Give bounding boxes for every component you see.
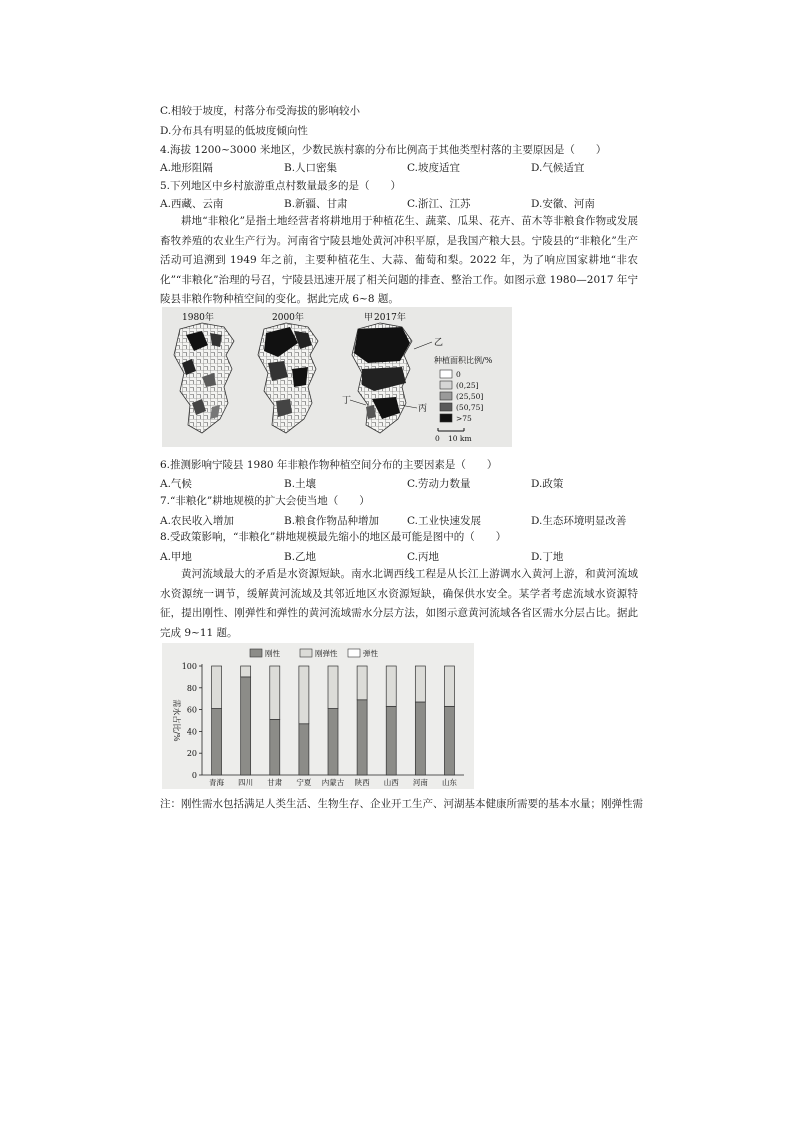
question-6: 6.推测影响宁陵县 1980 年非粮作物种植空间分布的主要因素是（ ） xyxy=(160,459,498,471)
map-legend xyxy=(440,370,483,423)
bar-5-series-1 xyxy=(357,666,367,700)
legend-swatch-2 xyxy=(440,392,452,400)
legend-swatch-3 xyxy=(440,403,452,411)
q4-option-c[interactable]: C.坡度适宜 xyxy=(407,162,460,174)
legend-label-1: (0,25] xyxy=(456,381,479,390)
bar-3-series-0 xyxy=(299,724,309,775)
bar-7-series-0 xyxy=(415,702,425,775)
leader-line-yi xyxy=(414,342,432,349)
map-1980 xyxy=(174,323,234,433)
chart-legend-label-2: 弹性 xyxy=(363,649,378,658)
q8-option-b[interactable]: B.乙地 xyxy=(284,551,317,563)
q7-option-b[interactable]: B.粮食作物品种增加 xyxy=(284,515,380,527)
legend-title: 种植面积比例/% xyxy=(434,356,493,365)
legend-swatch-0 xyxy=(440,370,452,378)
question-5-options xyxy=(160,196,640,210)
bar-1-series-1 xyxy=(241,666,251,677)
place-label-jia: 甲 xyxy=(364,313,374,323)
bar-0-series-1 xyxy=(212,666,222,709)
option-d-line: D.分布具有明显的低坡度倾向性 xyxy=(160,125,308,137)
legend-swatch-1 xyxy=(440,381,452,389)
y-tick-label-4: 80 xyxy=(186,683,197,693)
bar-0-series-0 xyxy=(212,709,222,775)
q6-option-a[interactable]: A.气候 xyxy=(160,478,192,490)
map-year-2000: 2000年 xyxy=(272,313,304,323)
q7-option-c[interactable]: C.工业快速发展 xyxy=(407,515,481,527)
scale-distance-label: 10 km xyxy=(448,434,472,443)
q4-option-d[interactable]: D.气候适宜 xyxy=(531,162,585,174)
option-c-line: C.相较于坡度，村落分布受海拔的影响较小 xyxy=(160,105,360,117)
question-5: 5.下列地区中乡村旅游重点村数量最多的是（ ） xyxy=(160,180,402,192)
y-tick-label-3: 60 xyxy=(186,705,197,715)
x-tick-label-4: 内蒙古 xyxy=(321,778,345,787)
question-7-options xyxy=(160,513,640,527)
place-label-ding: 丁 xyxy=(342,396,352,406)
map-year-1980: 1980年 xyxy=(182,313,214,323)
bar-4-series-1 xyxy=(328,666,338,709)
map-figure-svg xyxy=(162,307,512,447)
q7-option-a[interactable]: A.农民收入增加 xyxy=(160,515,234,527)
x-tick-label-8: 山东 xyxy=(441,778,457,787)
y-tick-label-0: 0 xyxy=(191,771,197,780)
question-7: 7.“非粮化”耕地规模的扩大会使当地（ ） xyxy=(160,495,370,507)
chart-note: 注：刚性需水包括满足人类生活、生物生存、企业开工生产、河湖基本健康所需要的基本水量；刚弹性需 xyxy=(160,798,643,810)
map-2000 xyxy=(258,323,318,433)
chart-legend-label-1: 刚弹性 xyxy=(315,649,338,658)
bar-8-series-1 xyxy=(444,666,454,706)
q6-option-c[interactable]: C.劳动力数量 xyxy=(407,478,471,490)
q6-option-b[interactable]: B.土壤 xyxy=(284,478,317,490)
x-tick-label-1: 四川 xyxy=(238,778,254,787)
q7-option-d[interactable]: D.生态环境明显改善 xyxy=(531,515,627,527)
question-4: 4.海拔 1200~3000 米地区，少数民族村寨的分布比例高于其他类型村落的主要原因是（ ） xyxy=(160,144,607,156)
bar-5-series-0 xyxy=(357,700,367,775)
q8-option-a[interactable]: A.甲地 xyxy=(160,551,192,563)
q8-option-c[interactable]: C.丙地 xyxy=(407,551,439,563)
place-label-bing: 丙 xyxy=(418,404,428,414)
q4-option-b[interactable]: B.人口密集 xyxy=(284,162,338,174)
chart-legend-swatch-1 xyxy=(300,649,312,657)
y-tick-label-2: 40 xyxy=(186,727,197,737)
passage-yellow-river: 黄河流域最大的矛盾是水资源短缺。南水北调西线工程是从长江上游调水入黄河上游，和黄河流域水资源统一调节，缓解黄河流域及其邻近地区水资源短缺，确保供水安全。某学者考虑流域水资源特征，提出刚性、刚弹性和弹性的黄河流域需水分层方法，如图示意黄河流域各省区需水分层占比。据此完成 9~11 题。 xyxy=(160,568,638,639)
bar-4-series-0 xyxy=(328,709,338,775)
x-tick-label-3: 宁夏 xyxy=(296,778,312,787)
y-tick-label-5: 100 xyxy=(181,662,197,671)
x-tick-label-0: 青海 xyxy=(209,778,225,787)
question-8-options xyxy=(160,549,640,563)
q5-option-c[interactable]: C.浙江、江苏 xyxy=(407,198,471,210)
bar-6-series-1 xyxy=(386,666,396,706)
question-8: 8.受政策影响，“非粮化”耕地规模最先缩小的地区最可能是图中的（ ） xyxy=(160,531,507,543)
legend-swatch-4 xyxy=(440,414,452,422)
chart-legend-swatch-0 xyxy=(250,649,262,657)
chart-legend-swatch-2 xyxy=(348,649,360,657)
x-tick-label-6: 山西 xyxy=(383,778,399,787)
map-figure xyxy=(162,307,512,447)
q4-option-a[interactable]: A.地形阻隔 xyxy=(160,162,213,174)
scale-zero-label: 0 xyxy=(435,434,440,443)
x-tick-label-5: 陕西 xyxy=(354,778,370,787)
y-axis-label: 需水占比/% xyxy=(172,699,181,742)
legend-label-2: (25,50] xyxy=(456,392,484,401)
place-label-yi: 乙 xyxy=(434,338,444,348)
bar-2-series-0 xyxy=(270,719,280,775)
legend-label-0: 0 xyxy=(456,370,461,379)
map-year-2017: 2017年 xyxy=(374,313,406,323)
bar-6-series-0 xyxy=(386,706,396,775)
bar-2-series-1 xyxy=(270,666,280,719)
leader-line-ding xyxy=(350,400,366,405)
bar-1-series-0 xyxy=(241,677,251,775)
bar-7-series-1 xyxy=(415,666,425,702)
question-4-options xyxy=(160,160,640,174)
question-6-options xyxy=(160,476,640,490)
q8-option-d[interactable]: D.丁地 xyxy=(531,551,564,563)
legend-label-4: >75 xyxy=(456,414,472,423)
q5-option-a[interactable]: A.西藏、云南 xyxy=(160,198,224,210)
bar-8-series-0 xyxy=(444,706,454,775)
bar-chart-figure xyxy=(162,643,474,789)
q6-option-d[interactable]: D.政策 xyxy=(531,478,564,490)
q5-option-d[interactable]: D.安徽、河南 xyxy=(531,198,595,210)
passage-fei-liang-hua: 耕地“非粮化”是指土地经营者将耕地用于种植花生、蔬菜、瓜果、花卉、苗木等非粮食作物或发展畜牧养殖的农业生产行为。河南省宁陵县地处黄河冲积平原，是我国产粮大县。宁陵县的“非粮化”生产活动可追溯到 1949 年之前，主要种植花生、大蒜、葡萄和梨。2022 年，为了响应国家耕地“非农化”“非粮化”治理的号召，宁陵县迅速开展了相关问题的排查、整治工作。如图示意 1980—2017 年宁陵县非粮作物种植空间的变化。据此完成 6~8 题。 xyxy=(160,215,638,305)
chart-legend-label-0: 刚性 xyxy=(265,649,280,658)
x-tick-label-7: 河南 xyxy=(412,778,428,787)
bar-chart-svg xyxy=(162,643,474,789)
q5-option-b[interactable]: B.新疆、甘肃 xyxy=(284,198,348,210)
y-tick-label-1: 20 xyxy=(186,749,197,759)
x-tick-label-2: 甘肃 xyxy=(267,778,283,787)
map-2017 xyxy=(352,323,412,433)
bar-3-series-1 xyxy=(299,666,309,724)
legend-label-3: (50,75] xyxy=(456,403,484,412)
